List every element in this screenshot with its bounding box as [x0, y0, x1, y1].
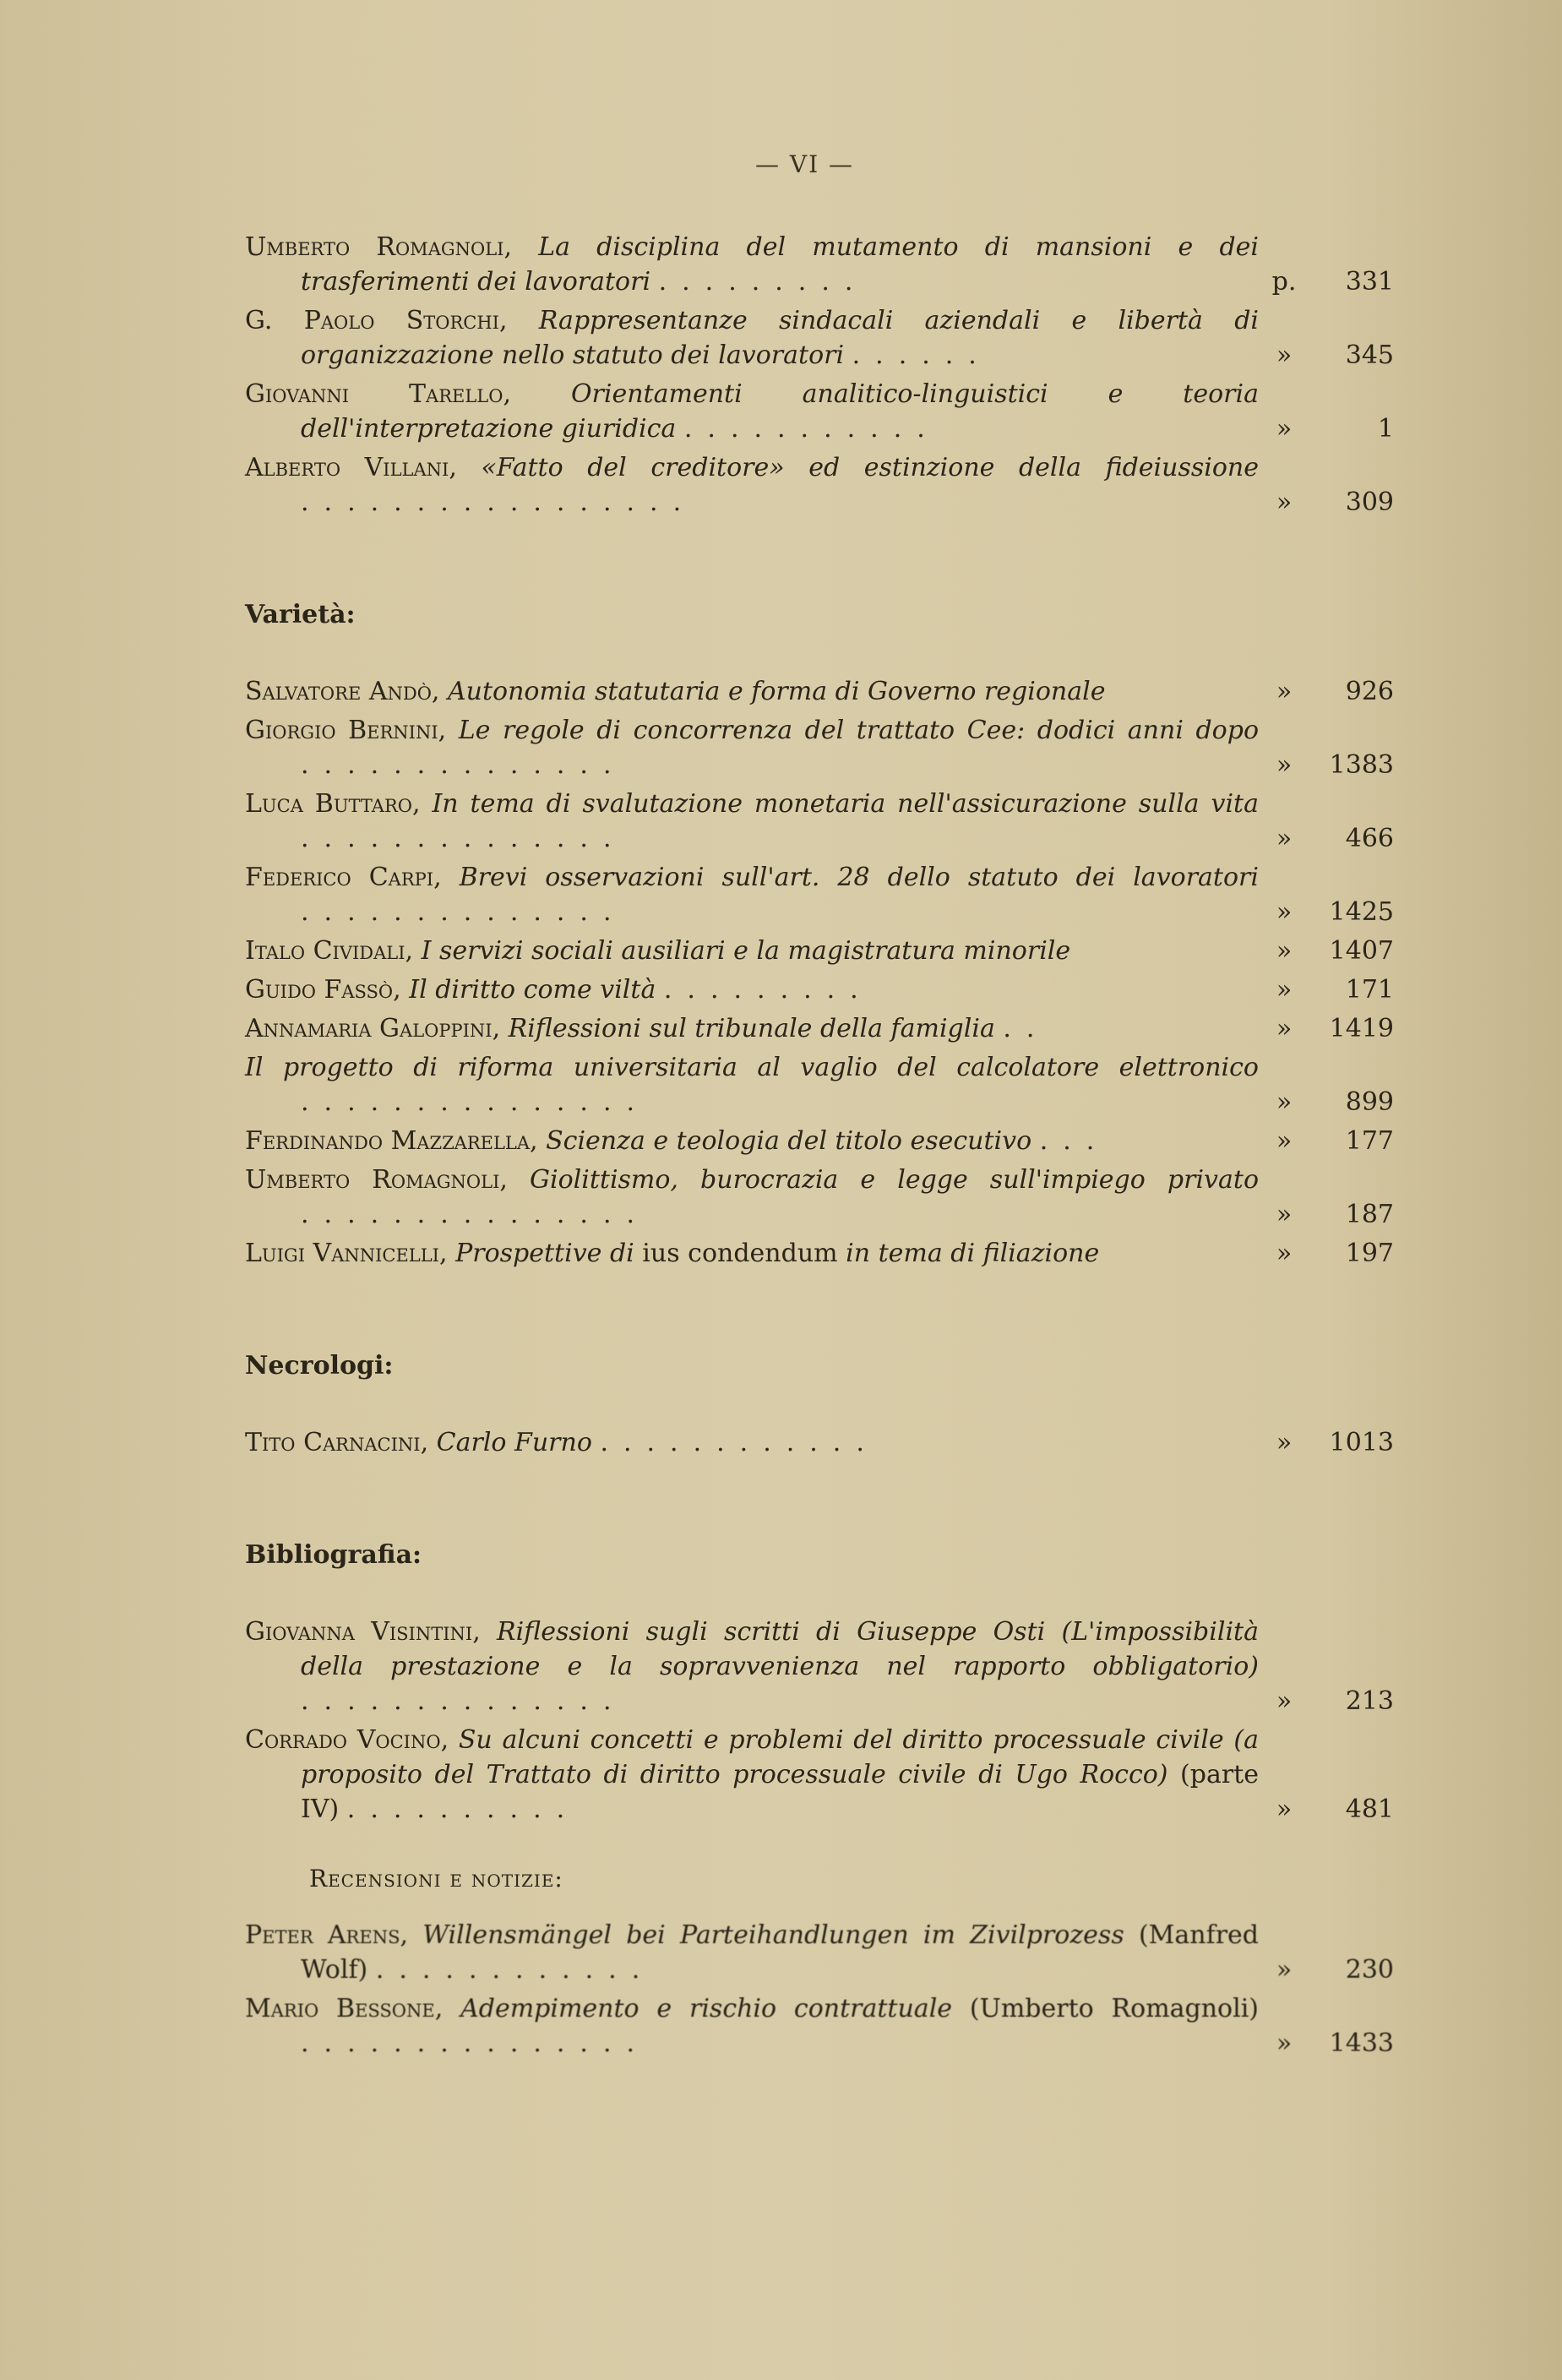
page-number: 1419 — [1329, 1014, 1394, 1043]
page-prefix: » — [1276, 487, 1293, 517]
dot-leader: .............. — [301, 1686, 627, 1716]
toc-entry[interactable]: Giorgio Bernini, Le regole di concorrenza del trattato Cee: dodici anni dopo .............. » 1383 — [245, 713, 1394, 782]
page-prefix: p. — [1271, 267, 1297, 297]
entry-title: Scienza e teologia del titolo esecutivo — [546, 1126, 1032, 1156]
page-folio: — VI — — [754, 150, 855, 178]
toc-entry[interactable]: Umberto Romagnoli, La disciplina del mutamento di mansioni e dei trasferimenti dei lavoratori ......... p. 331 — [245, 230, 1394, 299]
page-number: 230 — [1345, 1955, 1394, 1985]
entry-author: Luca Buttaro — [245, 789, 412, 819]
dot-leader: ............... — [301, 2029, 650, 2058]
entry-title: Il diritto come viltà — [409, 975, 656, 1005]
page-number: 197 — [1345, 1239, 1394, 1268]
entry-title: Il progetto di riforma universitaria al vaglio del calcolatore elettronico — [245, 1053, 1259, 1082]
page-prefix: » — [1276, 1686, 1293, 1716]
page-prefix: » — [1276, 414, 1293, 444]
entry-author: Luigi Vannicelli — [245, 1239, 439, 1268]
page-number: 309 — [1345, 487, 1394, 517]
dot-leader: .............. — [301, 750, 627, 780]
articles-list — [245, 230, 1394, 520]
reviews-list — [245, 1918, 1394, 2061]
entry-title: Giolittismo, burocrazia e legge sull'impiego privato — [530, 1165, 1259, 1195]
page-prefix: » — [1276, 1014, 1293, 1043]
entry-title: Le regole di concorrenza del trattato Cee: dodici anni dopo — [458, 716, 1260, 745]
entry-title: La disciplina del mutamento di mansioni e dei trasferimenti dei lavoratori — [301, 232, 1259, 297]
page-prefix: » — [1276, 1126, 1293, 1156]
entry-reviewer: (Manfred Wolf) — [301, 1920, 1259, 1985]
entry-title-part: in tema di filiazione — [846, 1239, 1100, 1268]
entry-author: Alberto Villani — [245, 453, 449, 482]
dot-leader: ......... — [663, 975, 874, 1005]
page-number: 1407 — [1329, 936, 1394, 966]
page-number: 899 — [1345, 1087, 1394, 1117]
page-prefix: » — [1276, 1200, 1293, 1229]
entry-title: Rappresentanze sindacali aziendali e libertà di organizzazione nello statuto dei lavoratori — [301, 306, 1259, 370]
toc-entry[interactable]: Annamaria Galoppini, Riflessioni sul tribunale della famiglia .. » 1419 — [245, 1011, 1394, 1046]
entry-author: Umberto Romagnoli — [245, 232, 504, 262]
entry-title: Riflessioni sugli scritti di Giuseppe Osti (L'impossibilità della prestazione e la sopravvenienza nel rapporto obbligatorio) — [301, 1617, 1259, 1681]
entry-author: Giorgio Bernini — [245, 716, 438, 745]
section-heading: Bibliografia: — [245, 1540, 422, 1570]
entry-title: Autonomia statutaria e forma di Governo regionale — [448, 677, 1106, 706]
toc-entry[interactable]: Salvatore Andò, Autonomia statutaria e forma di Governo regionale » 926 — [245, 674, 1394, 709]
page-prefix: » — [1276, 2029, 1293, 2058]
entry-title-part: Prospettive di — [455, 1239, 634, 1268]
page-prefix: » — [1276, 936, 1293, 966]
page-number: 213 — [1345, 1686, 1394, 1716]
dot-leader: ...... — [852, 340, 992, 370]
page-prefix: » — [1276, 975, 1293, 1005]
entry-reviewer: (Umberto Romagnoli) — [969, 1994, 1260, 2023]
entry-author: Ferdinando Mazzarella — [245, 1126, 531, 1156]
page-number: 1383 — [1329, 750, 1394, 780]
toc-entry[interactable]: Luca Buttaro, In tema di svalutazione monetaria nell'assicurazione sulla vita .............. » 466 — [245, 787, 1394, 856]
entry-title: Brevi osservazioni sull'art. 28 dello statuto dei lavoratori — [459, 863, 1259, 892]
subsection-heading: Recensioni e notizie: — [309, 1865, 563, 1893]
entry-title: I servizi sociali ausiliari e la magistratura minorile — [421, 936, 1071, 966]
dot-leader: ............... — [301, 1087, 650, 1117]
page-prefix: » — [1276, 824, 1293, 853]
entry-author: Federico Carpi — [245, 863, 434, 892]
page-number: 331 — [1345, 267, 1394, 297]
entry-title-latin: ius condendum — [642, 1239, 838, 1268]
page-prefix: » — [1276, 1239, 1293, 1268]
page-number: 1433 — [1329, 2029, 1394, 2058]
entry-suffix: (parte IV) — [301, 1760, 1259, 1824]
entry-title: Su alcuni concetti e problemi del diritto processuale civile (a proposito del Trattato di diritto processuale civile di Ugo Rocco) — [301, 1725, 1259, 1789]
page-prefix: » — [1276, 677, 1293, 706]
entry-author: Corrado Vocino — [245, 1725, 441, 1755]
page-number: 345 — [1345, 340, 1394, 370]
dot-leader: .......... — [346, 1795, 580, 1824]
page-number: 187 — [1345, 1200, 1394, 1229]
entry-title: Riflessioni sul tribunale della famiglia — [508, 1014, 995, 1043]
page-prefix: » — [1276, 897, 1293, 927]
page-prefix: » — [1276, 750, 1293, 780]
entry-title: Orientamenti analitico-linguistici e teoria dell'interpretazione giuridica — [301, 379, 1259, 444]
toc-entry[interactable]: Mario Bessone, Adempimento e rischio contrattuale (Umberto Romagnoli) ............... » 1433 — [245, 1991, 1394, 2061]
page-prefix: » — [1276, 340, 1293, 370]
dot-leader: ......... — [658, 267, 868, 297]
toc-entry[interactable]: Ferdinando Mazzarella, Scienza e teologia del titolo esecutivo ... » 177 — [245, 1124, 1394, 1158]
entry-author: Giovanni Tarello — [245, 379, 503, 409]
section-varieta — [245, 598, 1394, 1271]
dot-leader: ............... — [301, 1200, 650, 1229]
section-heading: Varietà: — [245, 600, 356, 629]
page-prefix: » — [1276, 1955, 1293, 1985]
page-number: 177 — [1345, 1126, 1394, 1156]
page-number: 1 — [1377, 414, 1394, 444]
page-number: 481 — [1345, 1795, 1394, 1824]
toc-entry[interactable]: Guido Fassò, Il diritto come viltà ......... » 171 — [245, 972, 1394, 1007]
toc-entry[interactable]: Giovanni Tarello, Orientamenti analitico-linguistici e teoria dell'interpretazione giuridica ........... » 1 — [245, 377, 1394, 446]
entry-author: G. Paolo Storchi — [245, 306, 499, 335]
entry-author: Salvatore Andò — [245, 677, 432, 706]
page-number: 466 — [1345, 824, 1394, 853]
section-necrologi — [245, 1349, 1394, 1460]
toc-entry[interactable]: Luigi Vannicelli, Prospettive di ius condendum in tema di filiazione » 197 — [245, 1236, 1394, 1271]
entry-author: Mario Bessone — [245, 1994, 435, 2023]
page-prefix: » — [1276, 1795, 1293, 1824]
dot-leader: ................. — [301, 487, 697, 517]
entry-author: Giovanna Visintini — [245, 1617, 473, 1647]
entry-title: Adempimento e rischio contrattuale — [460, 1994, 953, 2023]
toc-entry[interactable]: Alberto Villani, «Fatto del creditore» ed estinzione della fideiussione ................. » 309 — [245, 450, 1394, 520]
entry-title: Carlo Furno — [436, 1428, 592, 1457]
dot-leader: .. — [1003, 1014, 1050, 1043]
entry-author: Annamaria Galoppini — [245, 1014, 493, 1043]
table-of-contents — [245, 230, 1394, 2065]
toc-entry[interactable]: Giovanna Visintini, Riflessioni sugli scritti di Giuseppe Osti (L'impossibilità della prestazione e la sopravvenienza nel rapporto obbligatorio) .............. » 213 — [245, 1615, 1394, 1718]
entry-author: Peter Arens — [245, 1920, 400, 1950]
toc-entry[interactable]: Corrado Vocino, Su alcuni concetti e problemi del diritto processuale civile (a proposito del Trattato di diritto processuale civile di Ugo Rocco) (parte IV) .......... » 481 — [245, 1723, 1394, 1827]
dot-leader: ............ — [375, 1955, 656, 1985]
entry-author: Italo Cividali — [245, 936, 405, 966]
page-number: 926 — [1345, 677, 1394, 706]
toc-entry[interactable]: Umberto Romagnoli, Giolittismo, burocrazia e legge sull'impiego privato ............... » 187 — [245, 1163, 1394, 1232]
entry-author: Umberto Romagnoli — [245, 1165, 500, 1195]
toc-entry[interactable]: Italo Cividali, I servizi sociali ausiliari e la magistratura minorile » 1407 — [245, 934, 1394, 968]
toc-entry[interactable]: Federico Carpi, Brevi osservazioni sull'art. 28 dello statuto dei lavoratori .............. » 1425 — [245, 860, 1394, 929]
entry-author: Guido Fassò — [245, 975, 394, 1005]
page-number: 1013 — [1329, 1428, 1394, 1457]
toc-entry[interactable]: G. Paolo Storchi, Rappresentanze sindacali aziendali e libertà di organizzazione nello statuto dei lavoratori ...... » 345 — [245, 303, 1394, 373]
section-bibliografia — [245, 1539, 1394, 2061]
page-prefix: » — [1276, 1087, 1293, 1117]
toc-entry[interactable]: Tito Carnacini, Carlo Furno ............ » 1013 — [245, 1425, 1394, 1460]
toc-entry[interactable]: Peter Arens, Willensmängel bei Parteihandlungen im Zivilprozess (Manfred Wolf) ............ » 230 — [245, 1918, 1394, 1987]
entry-title: «Fatto del creditore» ed estinzione della fideiussione — [481, 453, 1259, 482]
entry-author: Tito Carnacini — [245, 1428, 421, 1457]
entry-title: In tema di svalutazione monetaria nell'assicurazione sulla vita — [432, 789, 1259, 819]
page-number: 171 — [1345, 975, 1394, 1005]
page-number: 1425 — [1329, 897, 1394, 927]
entry-title: Willensmängel bei Parteihandlungen im Zivilprozess — [422, 1920, 1124, 1950]
dot-leader: .............. — [301, 824, 627, 853]
dot-leader: ... — [1039, 1126, 1110, 1156]
dot-leader: ............ — [600, 1428, 879, 1457]
dot-leader: .............. — [301, 897, 627, 927]
section-heading: Necrologi: — [245, 1351, 394, 1381]
toc-entry[interactable] — [245, 1050, 1394, 1119]
page-prefix: » — [1276, 1428, 1293, 1457]
dot-leader: ........... — [683, 414, 940, 444]
